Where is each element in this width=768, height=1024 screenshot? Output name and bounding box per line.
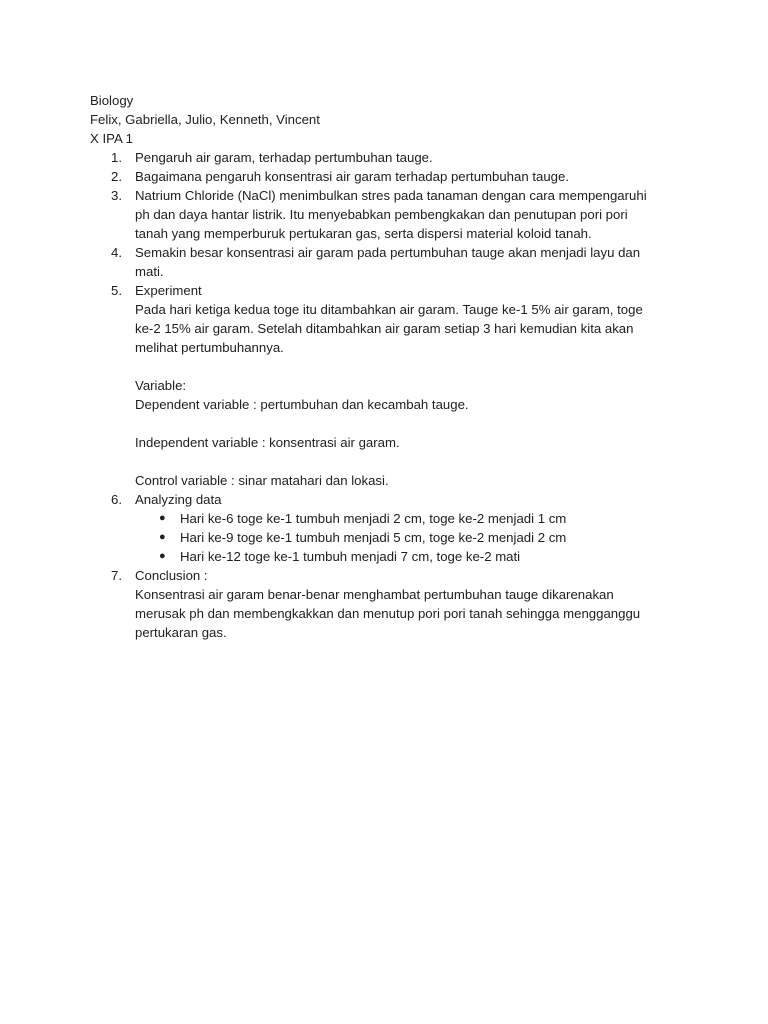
- list-number: 6.: [111, 492, 122, 507]
- analyzing-data-title: Analyzing data: [135, 492, 222, 507]
- list-number: 1.: [111, 150, 122, 165]
- list-number: 3.: [111, 188, 122, 203]
- bullet-item: [135, 509, 690, 528]
- bullet-text: Hari ke-12 toge ke-1 tumbuh menjadi 7 cm, toge ke-2 mati: [180, 549, 521, 564]
- bullet-icon: ●: [159, 550, 166, 562]
- control-variable: Control variable : sinar matahari dan lokasi.: [135, 473, 389, 488]
- bullet-icon: ●: [159, 531, 166, 543]
- list-item-text-line: Semakin besar konsentrasi air garam pada pertumbuhan tauge akan menjadi layu dan: [135, 245, 641, 260]
- class-line: X IPA 1: [90, 131, 134, 146]
- variable-heading: Variable:: [135, 378, 187, 393]
- list-item-4: [90, 243, 690, 281]
- bullet-list: [135, 509, 690, 566]
- blank-line: [135, 452, 690, 471]
- list-item-text-line: ph dan daya hantar listrik. Itu menyebabkan pembengkakan dan penutupan pori pori: [135, 207, 628, 222]
- conclusion-text-line: Konsentrasi air garam benar-benar menghambat pertumbuhan tauge dikarenakan: [135, 587, 614, 602]
- list-item-text-line: tanah yang memperburuk pertukaran gas, serta dispersi material koloid tanah.: [135, 226, 592, 241]
- list-number: 4.: [111, 245, 122, 260]
- list-item-2: [90, 167, 690, 186]
- list-number: 5.: [111, 283, 122, 298]
- experiment-paragraph-line: ke-2 15% air garam. Setelah ditambahkan air garam setiap 3 hari kemudian kita akan: [135, 321, 634, 336]
- independent-variable: Independent variable : konsentrasi air garam.: [135, 435, 400, 450]
- list-item-text-line: mati.: [135, 264, 164, 279]
- list-item-6-analyzing-data: [90, 490, 690, 566]
- experiment-paragraph-line: melihat pertumbuhannya.: [135, 340, 284, 355]
- bullet-item: [135, 547, 690, 566]
- bullet-text: Hari ke-6 toge ke-1 tumbuh menjadi 2 cm, toge ke-2 menjadi 1 cm: [180, 511, 567, 526]
- conclusion-text-line: pertukaran gas.: [135, 625, 227, 640]
- list-number: 7.: [111, 568, 122, 583]
- list-number: 2.: [111, 169, 122, 184]
- bullet-item: [135, 528, 690, 547]
- list-item-1: [90, 148, 690, 167]
- list-item-3: [90, 186, 690, 243]
- members-line: Felix, Gabriella, Julio, Kenneth, Vincent: [90, 112, 320, 127]
- document-body: [90, 91, 690, 642]
- dependent-variable: Dependent variable : pertumbuhan dan kecambah tauge.: [135, 397, 469, 412]
- list-item-text: Pengaruh air garam, terhadap pertumbuhan tauge.: [135, 150, 433, 165]
- list-item-5-experiment: [90, 281, 690, 490]
- list-item-text-line: Natrium Chloride (NaCl) menimbulkan stres pada tanaman dengan cara mempengaruhi: [135, 188, 647, 203]
- blank-line: [135, 357, 690, 376]
- subject-line: Biology: [90, 93, 134, 108]
- conclusion-title: Conclusion :: [135, 568, 208, 583]
- list-item-7-conclusion: [90, 566, 690, 642]
- conclusion-text-line: merusak ph dan membengkakkan dan menutup pori pori tanah sehingga mengganggu: [135, 606, 641, 621]
- blank-line: [135, 414, 690, 433]
- bullet-icon: ●: [159, 512, 166, 524]
- list-item-text: Bagaimana pengaruh konsentrasi air garam terhadap pertumbuhan tauge.: [135, 169, 570, 184]
- experiment-paragraph-line: Pada hari ketiga kedua toge itu ditambahkan air garam. Tauge ke-1 5% air garam, toge: [135, 302, 643, 317]
- numbered-list: [90, 148, 690, 642]
- experiment-title: Experiment: [135, 283, 202, 298]
- bullet-text: Hari ke-9 toge ke-1 tumbuh menjadi 5 cm, toge ke-2 menjadi 2 cm: [180, 530, 567, 545]
